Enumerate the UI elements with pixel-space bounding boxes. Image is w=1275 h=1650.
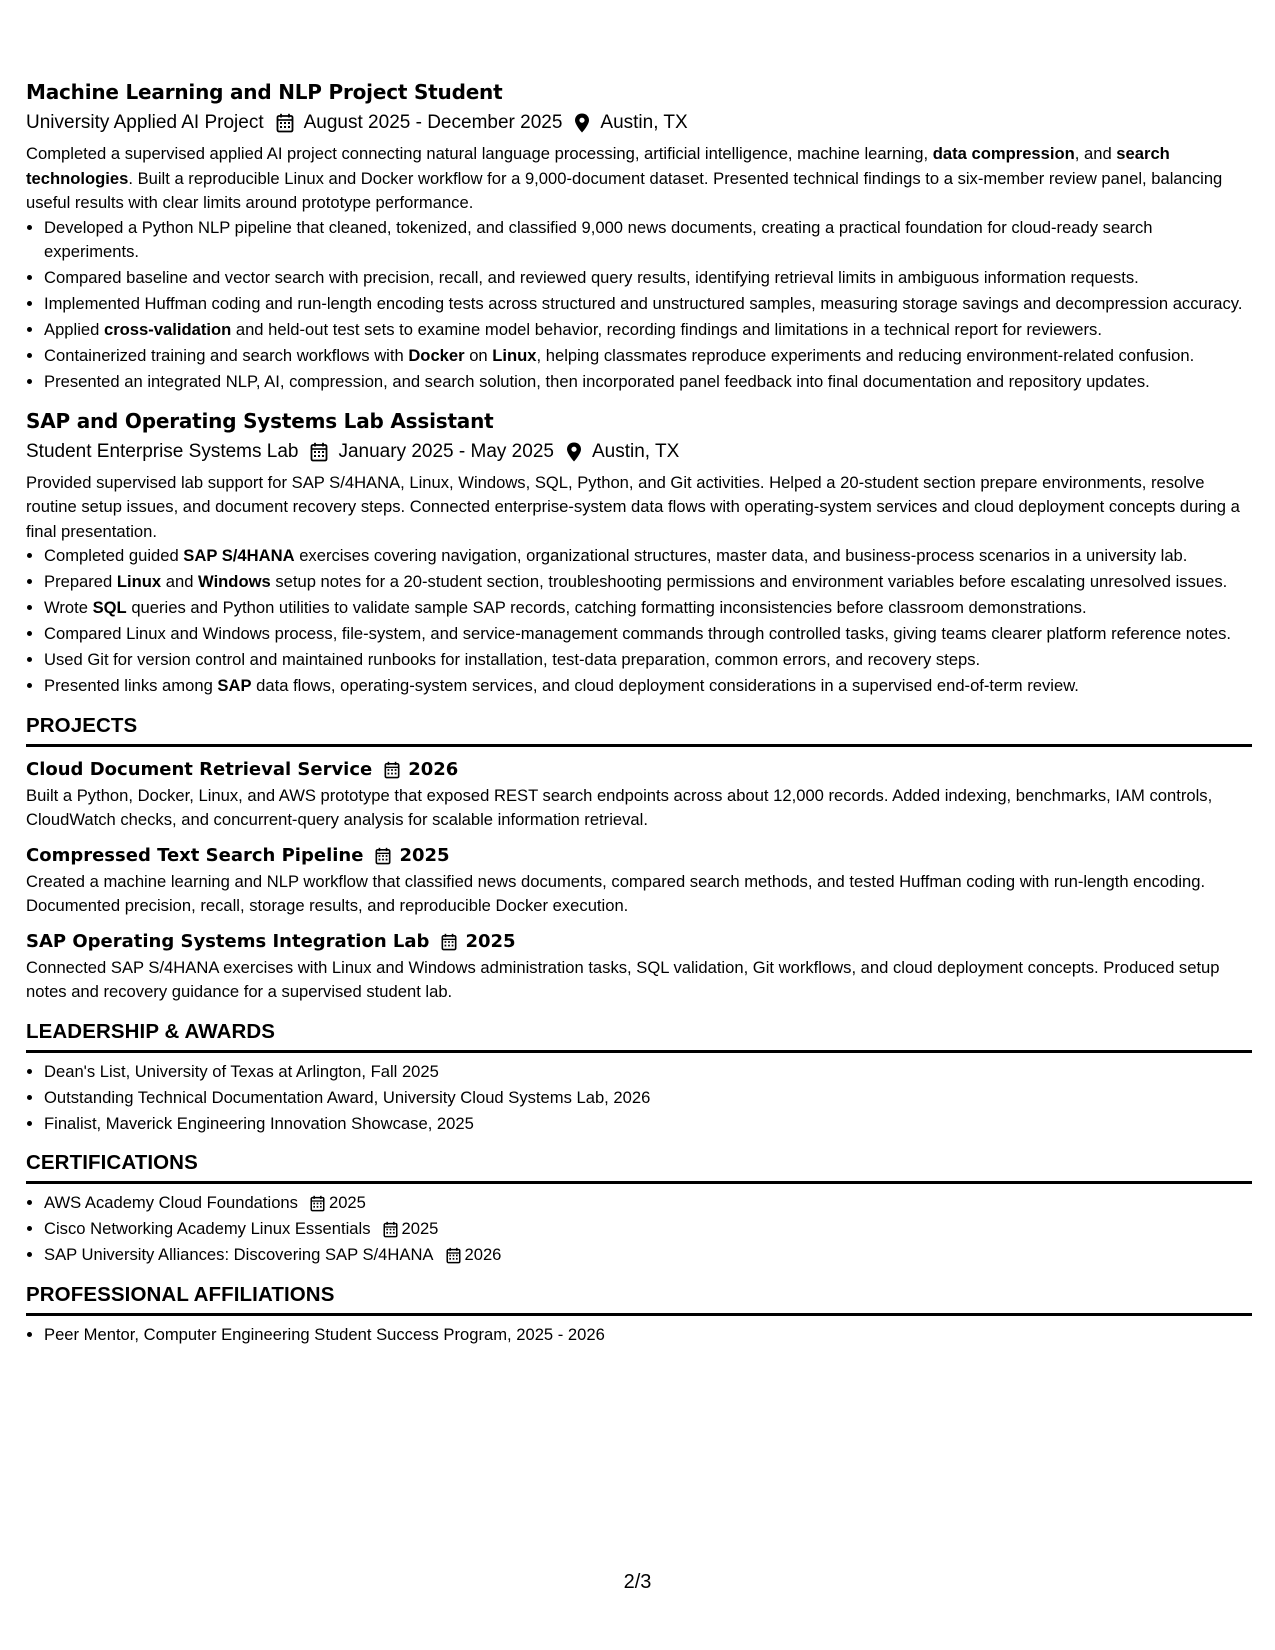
calendar-icon bbox=[384, 761, 400, 779]
project-description: Created a machine learning and NLP workflow that classified news documents, compared search methods, and tested Huffman coding with run-length encoding. Documented precision, recall, storage results, and reproducible Docker execution. bbox=[26, 871, 1206, 915]
leadership-list bbox=[26, 1060, 1252, 1137]
calendar-icon bbox=[375, 847, 391, 865]
list-item: • Dean's List, University of Texas at Arlington, Fall 2025 bbox=[44, 1060, 1252, 1085]
experience-bullets bbox=[26, 216, 1252, 395]
list-item bbox=[44, 1243, 1252, 1268]
map-pin-icon bbox=[566, 442, 582, 462]
project-name: Cloud Document Retrieval Service bbox=[26, 758, 373, 780]
organization: Student Enterprise Systems Lab bbox=[26, 440, 299, 462]
list-item bbox=[44, 1217, 1252, 1242]
job-meta bbox=[26, 108, 1252, 138]
job-title: SAP and Operating Systems Lab Assistant bbox=[26, 408, 494, 433]
project-title-row bbox=[26, 929, 1252, 955]
project-year: 2025 bbox=[399, 844, 450, 866]
resume-page bbox=[26, 78, 1252, 1349]
job-meta bbox=[26, 437, 1252, 467]
certifications-list bbox=[26, 1191, 1252, 1268]
list-item: • Outstanding Technical Documentation Award, University Cloud Systems Lab, 2026 bbox=[44, 1086, 1252, 1111]
bullet-item: • Prepared Linux and Windows setup notes for a 20-student section, troubleshooting permissions and environment variables before escalating unresolved issues. bbox=[44, 570, 1252, 595]
bullet-item: • Containerized training and search workflows with Docker on Linux, helping classmates reproduce experiments and reducing environment-related confusion. bbox=[44, 344, 1252, 369]
date-range: January 2025 - May 2025 bbox=[338, 440, 554, 462]
location: Austin, TX bbox=[591, 440, 680, 462]
bullet-item: • Used Git for version control and maintained runbooks for installation, test-data preparation, common errors, and recovery steps. bbox=[44, 648, 1252, 673]
bullet-item: • Compared Linux and Windows process, file-system, and service-management commands through controlled tasks, giving teams clearer platform reference notes. bbox=[44, 622, 1252, 647]
calendar-icon bbox=[310, 1195, 325, 1212]
bullet-item: • Wrote SQL queries and Python utilities to validate sample SAP records, catching formatting inconsistencies before classroom demonstrations. bbox=[44, 596, 1252, 621]
affiliations-list bbox=[26, 1323, 1252, 1348]
section-heading: LEADERSHIP & AWARDS bbox=[26, 1019, 1252, 1053]
certification-year: 2026 bbox=[464, 1245, 502, 1264]
section-heading: CERTIFICATIONS bbox=[26, 1150, 1252, 1184]
project-year: 2025 bbox=[465, 930, 516, 952]
date-range: August 2025 - December 2025 bbox=[303, 112, 563, 133]
certification-year: 2025 bbox=[328, 1193, 366, 1212]
project-description: Built a Python, Docker, Linux, and AWS prototype that exposed REST search endpoints across about 12,000 records. Added indexing, benchmarks, IAM controls, CloudWatch checks, and concurrent-query analysis for scalable information retrieval. bbox=[26, 785, 1213, 829]
calendar-icon bbox=[383, 1221, 398, 1238]
project-entry bbox=[26, 929, 1252, 1005]
affiliations-section bbox=[26, 1282, 1252, 1348]
certification-name: • SAP University Alliances: Discovering SAP S/4HANA bbox=[44, 1245, 434, 1264]
organization: University Applied AI Project bbox=[26, 112, 264, 133]
project-description: Connected SAP S/4HANA exercises with Linux and Windows administration tasks, SQL validation, Git workflows, and cloud deployment concepts. Produced setup notes and recovery guidance for a supervised student lab. bbox=[26, 957, 1220, 1001]
list-item: • Peer Mentor, Computer Engineering Student Success Program, 2025 - 2026 bbox=[44, 1323, 1252, 1348]
project-name: SAP Operating Systems Integration Lab bbox=[26, 930, 430, 952]
location: Austin, TX bbox=[600, 112, 688, 133]
project-title-row bbox=[26, 757, 1252, 783]
project-year: 2026 bbox=[408, 758, 459, 780]
projects-section bbox=[26, 713, 1252, 1005]
certification-name: • Cisco Networking Academy Linux Essentials bbox=[44, 1219, 371, 1238]
bullet-item: • Compared baseline and vector search with precision, recall, and reviewed query results, identifying retrieval limits in ambiguous information requests. bbox=[44, 266, 1252, 291]
experience-bullets bbox=[26, 544, 1252, 699]
project-title-row bbox=[26, 843, 1252, 869]
bullet-item: • Applied cross-validation and held-out test sets to examine model behavior, recording findings and limitations in a technical report for reviewers. bbox=[44, 318, 1252, 343]
calendar-icon bbox=[276, 113, 294, 133]
certification-year: 2025 bbox=[401, 1219, 439, 1238]
experience-summary: Provided supervised lab support for SAP S/4HANA, Linux, Windows, SQL, Python, and Git activities. Helped a 20-student section prepare environments, resolve routine setup issues, and document recovery steps. Connected enterprise-system data flows with operating-system services and cloud deployment concepts during a final presentation. bbox=[26, 472, 1240, 541]
calendar-icon bbox=[446, 1247, 461, 1264]
certification-name: • AWS Academy Cloud Foundations bbox=[44, 1193, 298, 1212]
section-heading: PROFESSIONAL AFFILIATIONS bbox=[26, 1282, 1252, 1316]
bullet-item: • Presented an integrated NLP, AI, compression, and search solution, then incorporated panel feedback into final documentation and repository updates. bbox=[44, 370, 1252, 395]
experience-entry bbox=[26, 78, 1252, 395]
list-item: • Finalist, Maverick Engineering Innovation Showcase, 2025 bbox=[44, 1112, 1252, 1137]
map-pin-icon bbox=[574, 113, 590, 133]
bullet-item: • Completed guided SAP S/4HANA exercises covering navigation, organizational structures, master data, and business-process scenarios in a university lab. bbox=[44, 544, 1252, 569]
job-title: Machine Learning and NLP Project Student bbox=[26, 80, 503, 104]
certifications-section bbox=[26, 1150, 1252, 1268]
bullet-item: • Implemented Huffman coding and run-length encoding tests across structured and unstructured samples, measuring storage savings and decompression accuracy. bbox=[44, 292, 1252, 317]
project-name: Compressed Text Search Pipeline bbox=[26, 844, 364, 866]
project-entry bbox=[26, 757, 1252, 833]
experience-summary: Completed a supervised applied AI project connecting natural language processing, artificial intelligence, machine learning, data compression, and search technologies. Built a reproducible Linux and Docker workflow for a 9,000-document dataset. Presented technical findings to a six-member review panel, balancing useful results with clear limits around prototype performance. bbox=[26, 144, 1223, 212]
section-heading: PROJECTS bbox=[26, 713, 1252, 747]
calendar-icon bbox=[441, 933, 457, 951]
bullet-item: • Developed a Python NLP pipeline that cleaned, tokenized, and classified 9,000 news documents, creating a practical foundation for cloud-ready search experiments. bbox=[44, 216, 1252, 265]
calendar-icon bbox=[310, 442, 328, 462]
leadership-section bbox=[26, 1019, 1252, 1137]
project-entry bbox=[26, 843, 1252, 919]
experience-entry bbox=[26, 407, 1252, 699]
page-number: 2/3 bbox=[623, 1571, 652, 1593]
list-item bbox=[44, 1191, 1252, 1216]
bullet-item: • Presented links among SAP data flows, operating-system services, and cloud deployment considerations in a supervised end-of-term review. bbox=[44, 674, 1252, 699]
